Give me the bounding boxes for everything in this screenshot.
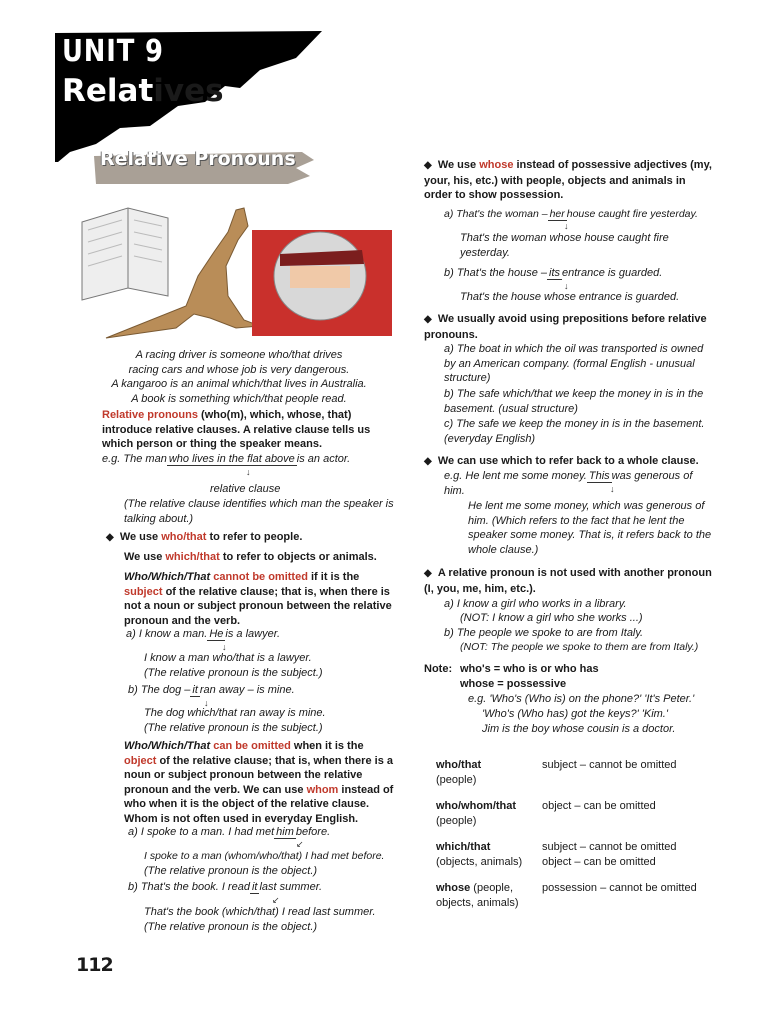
racing-driver-image <box>252 230 392 336</box>
illustration-caption: A racing driver is someone who/that drives racing cars and whose job is very dangerous. A kangaroo is an animal which/that lives in Australia. A book is something which/that people read. <box>111 349 367 405</box>
prep-example-c: c) The safe we keep the money in is in the basement. (everyday English) <box>444 418 705 445</box>
arrow-icon: ↙ <box>296 839 304 849</box>
table-row: whose (people, objects, animals) possession – cannot be omitted <box>436 882 697 909</box>
prep-example-b: b) The safe which/that we keep the money in is in the basement. (usual structure) <box>444 388 704 415</box>
example-a-result: I know a man who/that is a lawyer. <box>144 652 312 664</box>
whose-example-b-result: That's the house whose entrance is guarded. <box>460 291 680 303</box>
arrow-icon: ↓ <box>610 484 615 494</box>
rule-who-that: ◆ We use who/that to refer to people. <box>106 531 303 543</box>
example-d-note: (The relative pronoun is the object.) <box>144 921 318 933</box>
whose-example-a: a) That's the woman – her house caught fire yesterday. <box>444 208 698 220</box>
example-b-note: (The relative pronoun is the subject.) <box>144 722 323 734</box>
which-example-result: He lent me some money, which was generous of him. (Which refers to the fact that he lent the speaker some money. That is, it refers back to the whole clause.) <box>468 500 712 556</box>
summary-table <box>436 758 697 922</box>
rule-which-clause: ◆ We can use which to refer back to a whole clause. <box>424 455 699 467</box>
relative-clause-label: relative clause <box>210 483 281 495</box>
note-whos: who's = who is or who has <box>460 663 599 675</box>
illustration <box>76 196 392 344</box>
note-example-1: e.g. 'Who's (Who is) on the phone?' 'It's Peter.' <box>468 693 695 705</box>
example-b-result: The dog which/that ran away is mine. <box>144 707 326 719</box>
pronoun-example-b: b) The people we spoke to are from Italy. <box>444 627 644 639</box>
book-image <box>82 208 168 300</box>
bullet-icon: ◆ <box>424 160 432 171</box>
rule-can-omit: Who/Which/That can be omitted when it is the object of the relative clause; that is, when there is a noun or subject pronoun between the relative pronoun and the verb. We can use whom instead of who when it is the object of the relative clause. Whom is not often used in everyday English. <box>124 740 394 825</box>
intro-paragraph: Relative pronouns (who(m), which, whose, that) introduce relative clauses. A relative clause tells us which person or thing the speaker means. <box>102 409 371 450</box>
bullet-icon: ◆ <box>424 314 432 325</box>
pronoun-example-b-not: (NOT: The people we spoke to them are from Italy.) <box>460 641 699 653</box>
unit-title: Relatives <box>62 73 224 109</box>
whose-example-a-result: That's the woman whose house caught fire yesterday. <box>460 232 669 259</box>
table-row: who/whom/that (people) object – can be omitted <box>436 800 656 827</box>
section-title: Relative Pronouns <box>100 148 296 170</box>
arrow-icon: ↓ <box>246 467 251 477</box>
note-example-3: Jim is the boy whose cousin is a doctor. <box>482 723 676 735</box>
example-d-object: b) That's the book. I read it last summer. <box>128 881 322 893</box>
example-a-subject: a) I know a man. He is a lawyer. <box>126 628 280 640</box>
table-row: which/that (objects, animals) subject – cannot be omitted object – can be omitted <box>436 841 677 868</box>
which-example: e.g. He lent me some money. This was generous of him. <box>444 470 693 497</box>
table-row: who/that (people) subject – cannot be omitted <box>436 759 677 786</box>
bullet-icon: ◆ <box>106 532 114 543</box>
example-c-result: I spoke to a man (whom/who/that) I had met before. <box>144 850 385 862</box>
whose-example-b: b) That's the house – its entrance is guarded. <box>444 267 663 279</box>
note-label: Note: <box>424 663 453 675</box>
example-d-result: That's the book (which/that) I read last summer. <box>144 906 376 918</box>
rule-cannot-omit: Who/Which/That cannot be omitted if it is the subject of the relative clause; that is, when there is not a noun or subject pronoun between the relative pronoun and the verb. <box>124 571 392 627</box>
rule-whose: ◆ We use whose instead of possessive adjectives (my, your, his, etc.) with people, objects and animals in order to show possession. <box>424 159 712 201</box>
bullet-icon: ◆ <box>424 568 432 579</box>
arrow-icon: ↓ <box>564 281 569 291</box>
pronoun-example-a-not: (NOT: I know a girl who she works ...) <box>460 612 643 624</box>
rule-no-extra-pronoun: ◆ A relative pronoun is not used with another pronoun (I, you, me, him, etc.). <box>424 567 712 595</box>
note-whose: whose = possessive <box>460 678 567 690</box>
arrow-icon: ↙ <box>272 895 280 905</box>
example-a-note: (The relative pronoun is the subject.) <box>144 667 323 679</box>
example-c-note: (The relative pronoun is the object.) <box>144 865 318 877</box>
intro-example: e.g. The man who lives in the flat above is an actor. <box>102 453 351 465</box>
example-c-object: a) I spoke to a man. I had met him before. <box>128 826 331 838</box>
example-b-subject: b) The dog – it ran away – is mine. <box>128 684 295 696</box>
bullet-icon: ◆ <box>424 456 432 467</box>
note-example-2: 'Who's (Who has) got the keys?' 'Kim.' <box>482 708 668 720</box>
rule-prepositions: ◆ We usually avoid using prepositions before relative pronouns. <box>424 313 707 341</box>
arrow-icon: ↓ <box>204 698 209 708</box>
arrow-icon: ↓ <box>222 642 227 652</box>
arrow-icon: ↓ <box>564 221 569 231</box>
page-number: 112 <box>76 954 113 976</box>
pronoun-example-a: a) I know a girl who works in a library. <box>444 598 627 610</box>
rule-which-that: We use which/that to refer to objects or animals. <box>124 551 377 563</box>
unit-label: UNIT 9 <box>62 34 164 69</box>
prep-example-a: a) The boat in which the oil was transported is owned by an American company. (formal English - unusual structure) <box>444 343 704 384</box>
relative-clause-note: (The relative clause identifies which man the speaker is talking about.) <box>124 498 394 525</box>
